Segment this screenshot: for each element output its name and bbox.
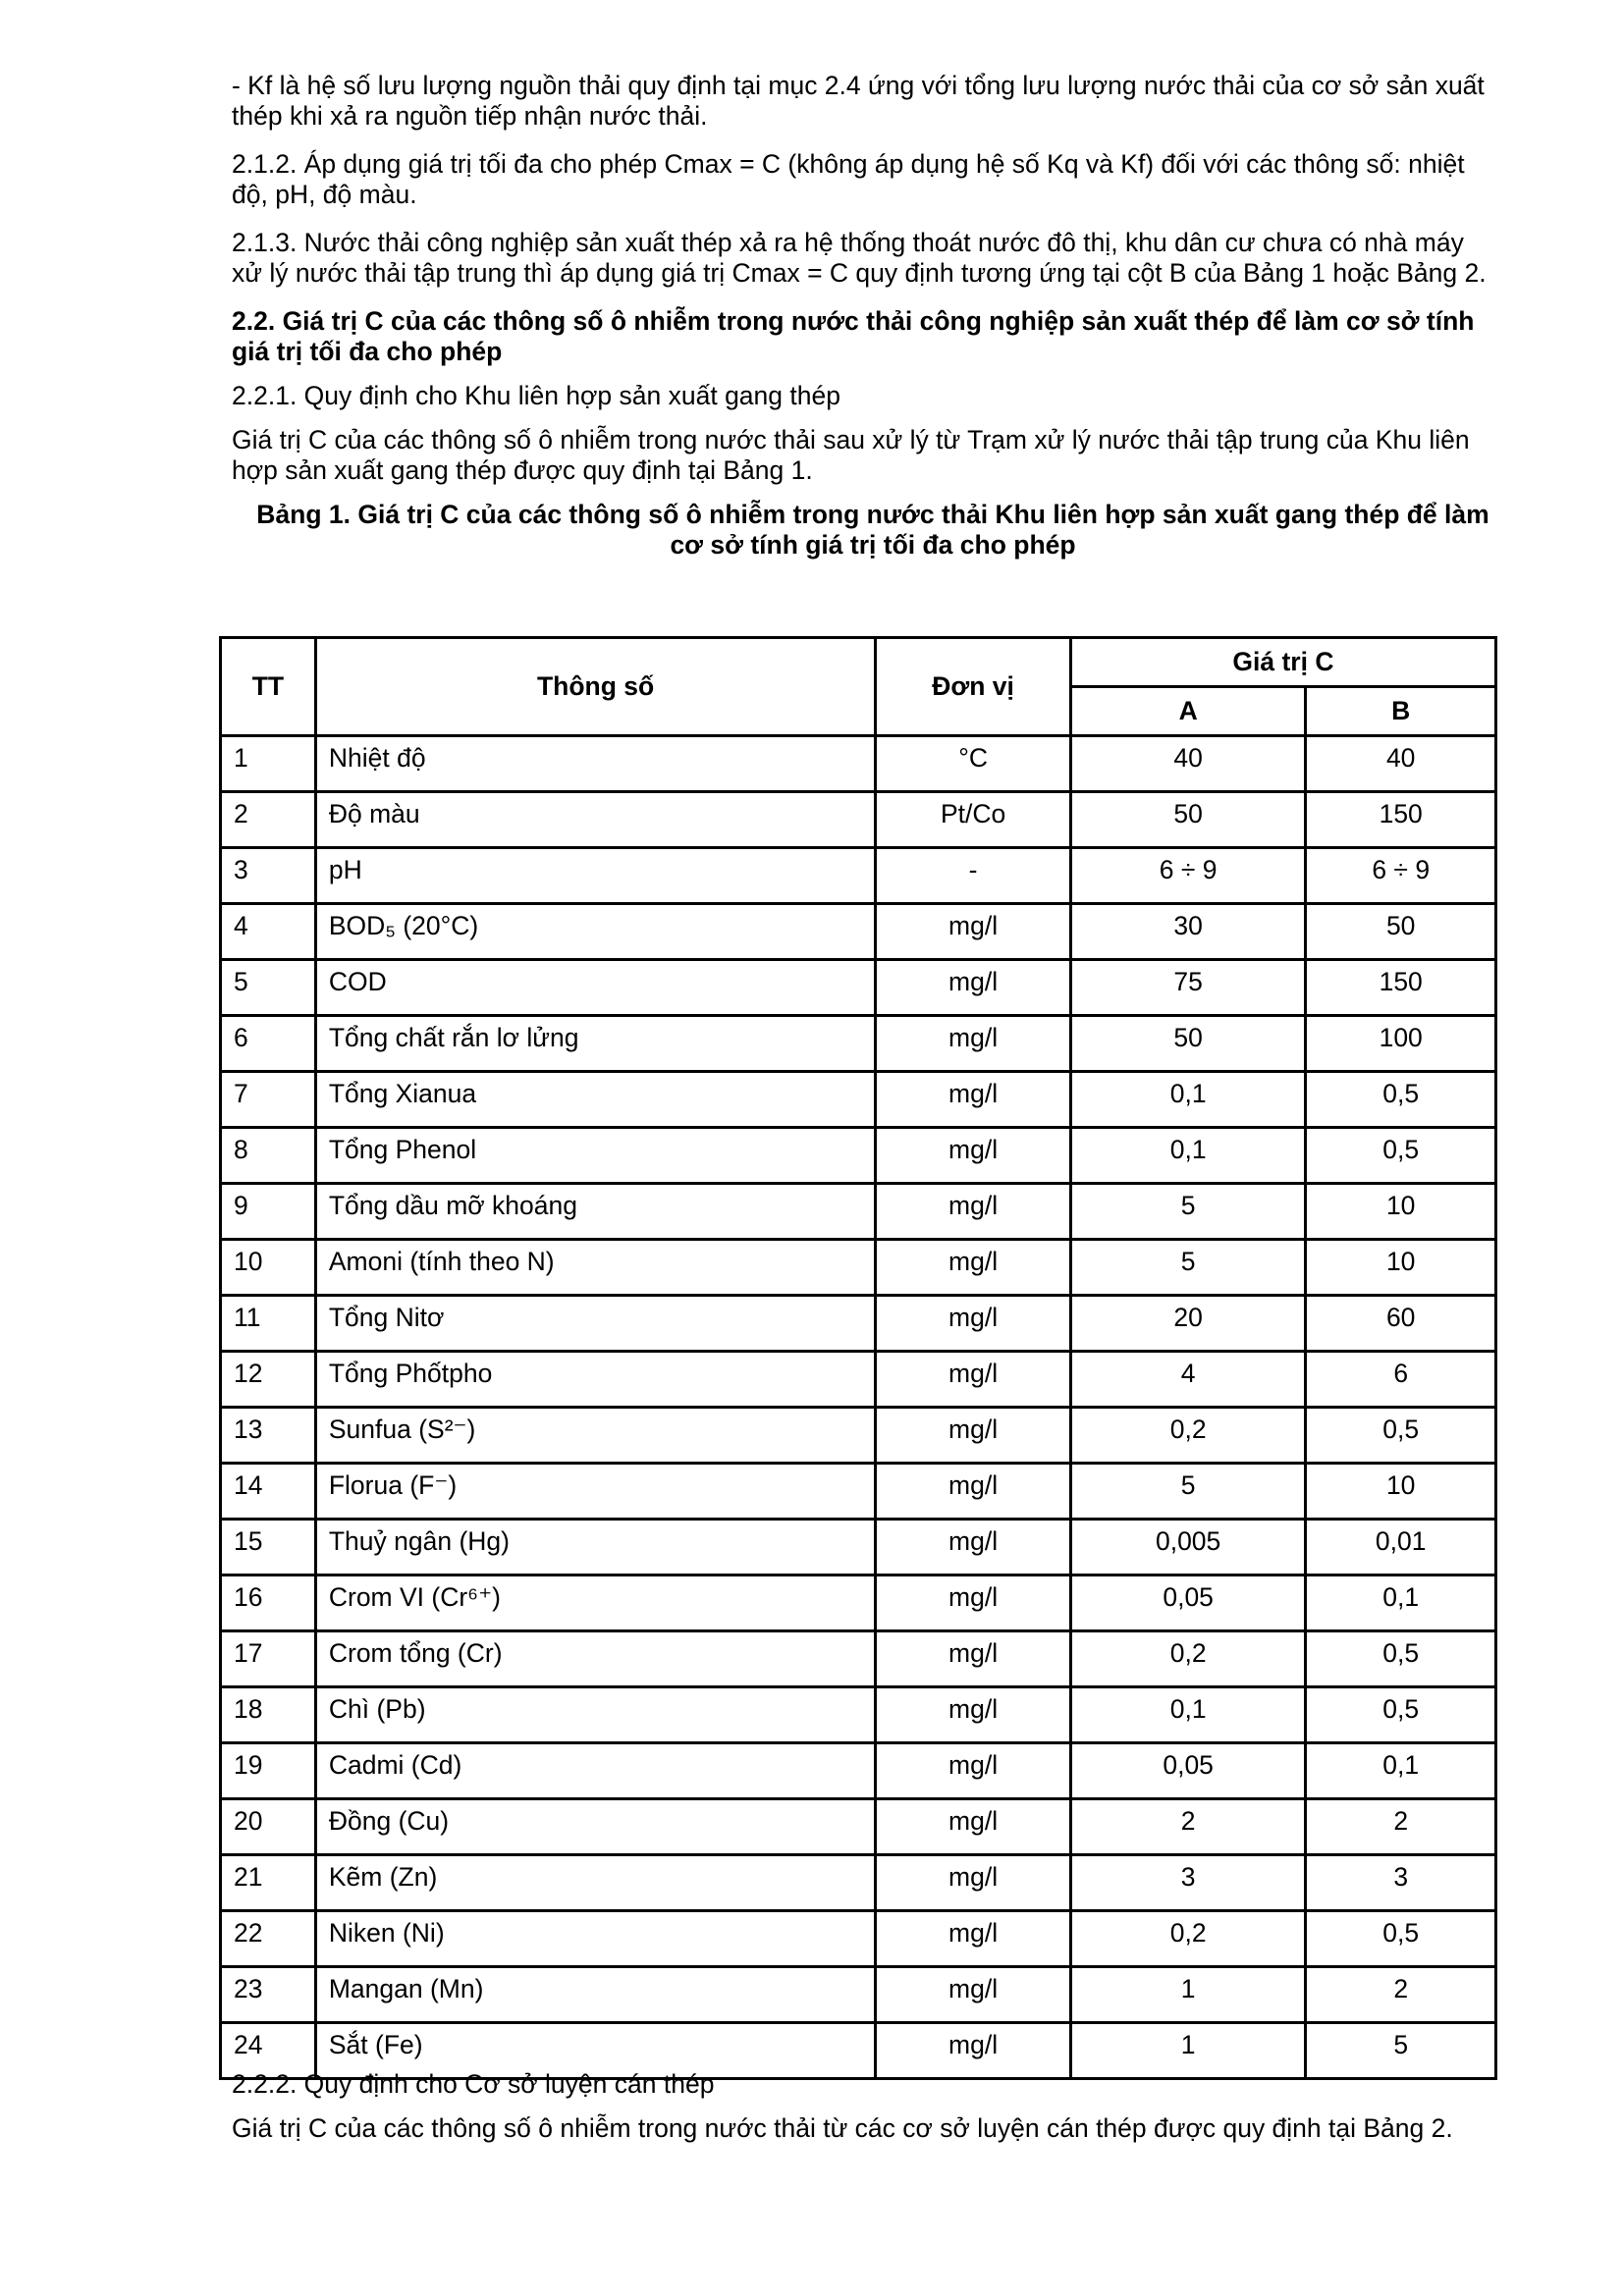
- cell-tt: 1: [221, 736, 316, 792]
- table-row: [221, 960, 1496, 1016]
- cell-value-b: 6 ÷ 9: [1306, 848, 1496, 904]
- cell-unit: mg/l: [876, 1016, 1071, 1072]
- cell-tt: 21: [221, 1855, 316, 1911]
- cell-value-a: 3: [1070, 1855, 1305, 1911]
- cell-param: Tổng Phốtpho: [315, 1352, 875, 1408]
- cell-tt: 17: [221, 1631, 316, 1687]
- cell-unit: mg/l: [876, 1240, 1071, 1296]
- cell-unit: mg/l: [876, 1072, 1071, 1128]
- cell-value-b: 40: [1306, 736, 1496, 792]
- cell-unit: mg/l: [876, 1520, 1071, 1575]
- cell-value-a: 0,1: [1070, 1128, 1305, 1184]
- cell-value-b: 2: [1306, 1799, 1496, 1855]
- cell-value-b: 150: [1306, 792, 1496, 848]
- table-row: [221, 1911, 1496, 1967]
- cell-tt: 6: [221, 1016, 316, 1072]
- cell-unit: -: [876, 848, 1071, 904]
- cell-param: Tổng Nitơ: [315, 1296, 875, 1352]
- cell-unit: mg/l: [876, 2023, 1071, 2079]
- cell-value-a: 0,05: [1070, 1575, 1305, 1631]
- cell-value-b: 10: [1306, 1240, 1496, 1296]
- header-col-b: B: [1306, 687, 1496, 736]
- cell-value-a: 50: [1070, 1016, 1305, 1072]
- cell-unit: mg/l: [876, 1575, 1071, 1631]
- cell-value-b: 0,1: [1306, 1743, 1496, 1799]
- cell-tt: 18: [221, 1687, 316, 1743]
- cell-unit: mg/l: [876, 1184, 1071, 1240]
- cell-value-b: 2: [1306, 1967, 1496, 2023]
- table-row: [221, 848, 1496, 904]
- cell-value-a: 75: [1070, 960, 1305, 1016]
- cell-value-b: 6: [1306, 1352, 1496, 1408]
- cell-value-a: 5: [1070, 1240, 1305, 1296]
- cell-unit: mg/l: [876, 1631, 1071, 1687]
- cell-param: Crom VI (Cr⁶⁺): [315, 1575, 875, 1631]
- cell-param: COD: [315, 960, 875, 1016]
- cell-tt: 22: [221, 1911, 316, 1967]
- table-1-title: Bảng 1. Giá trị C của các thông số ô nhiễm trong nước thải Khu liên hợp sản xuất gang thép để làm cơ sở tính giá trị tối đa cho phép: [256, 500, 1489, 560]
- cell-value-a: 1: [1070, 1967, 1305, 2023]
- cell-param: Tổng dầu mỡ khoáng: [315, 1184, 875, 1240]
- cell-param: Tổng chất rắn lơ lửng: [315, 1016, 875, 1072]
- cell-tt: 11: [221, 1296, 316, 1352]
- cell-unit: mg/l: [876, 1128, 1071, 1184]
- cell-param: Tổng Phenol: [315, 1128, 875, 1184]
- cell-tt: 5: [221, 960, 316, 1016]
- cell-value-b: 10: [1306, 1184, 1496, 1240]
- cell-value-a: 0,005: [1070, 1520, 1305, 1575]
- cell-tt: 8: [221, 1128, 316, 1184]
- table-row: [221, 736, 1496, 792]
- table-row: [221, 904, 1496, 960]
- cell-tt: 14: [221, 1464, 316, 1520]
- cell-value-b: 50: [1306, 904, 1496, 960]
- cell-param: Amoni (tính theo N): [315, 1240, 875, 1296]
- table-row: [221, 1464, 1496, 1520]
- cell-value-b: 0,5: [1306, 1072, 1496, 1128]
- cell-unit: mg/l: [876, 1352, 1071, 1408]
- table-row: [221, 1520, 1496, 1575]
- cell-tt: 24: [221, 2023, 316, 2079]
- cell-tt: 9: [221, 1184, 316, 1240]
- table-body: [221, 736, 1496, 2079]
- table-row: [221, 1352, 1496, 1408]
- cell-param: Nhiệt độ: [315, 736, 875, 792]
- cell-value-b: 5: [1306, 2023, 1496, 2079]
- cell-value-a: 0,1: [1070, 1072, 1305, 1128]
- cell-tt: 19: [221, 1743, 316, 1799]
- cell-value-a: 1: [1070, 2023, 1305, 2079]
- cell-unit: Pt/Co: [876, 792, 1071, 848]
- cell-unit: mg/l: [876, 1855, 1071, 1911]
- cell-value-b: 0,5: [1306, 1128, 1496, 1184]
- cell-unit: mg/l: [876, 1408, 1071, 1464]
- cell-param: Tổng Xianua: [315, 1072, 875, 1128]
- cell-value-a: 2: [1070, 1799, 1305, 1855]
- cell-unit: mg/l: [876, 1296, 1071, 1352]
- cell-param: Độ màu: [315, 792, 875, 848]
- cell-tt: 12: [221, 1352, 316, 1408]
- header-tt: TT: [221, 638, 316, 736]
- cell-param: Chì (Pb): [315, 1687, 875, 1743]
- table-row: [221, 792, 1496, 848]
- cell-tt: 16: [221, 1575, 316, 1631]
- cell-param: Niken (Ni): [315, 1911, 875, 1967]
- cell-param: Kẽm (Zn): [315, 1855, 875, 1911]
- header-col-a: A: [1070, 687, 1305, 736]
- paragraph-2-1-3: 2.1.3. Nước thải công nghiệp sản xuất thép xả ra hệ thống thoát nước đô thị, khu dân cư chưa có nhà máy xử lý nước thải tập trung thì áp dụng giá trị Cmax = C quy định tương ứng tại cột B của Bảng 1 hoặc Bảng 2.: [232, 228, 1487, 288]
- cell-param: Đồng (Cu): [315, 1799, 875, 1855]
- cell-unit: mg/l: [876, 960, 1071, 1016]
- after-table: [232, 2069, 1494, 2162]
- cell-param: Crom tổng (Cr): [315, 1631, 875, 1687]
- cell-value-b: 0,5: [1306, 1408, 1496, 1464]
- cell-value-b: 0,1: [1306, 1575, 1496, 1631]
- table-row: [221, 1687, 1496, 1743]
- table-row: [221, 1016, 1496, 1072]
- cell-param: pH: [315, 848, 875, 904]
- table-row: [221, 1855, 1496, 1911]
- table-row: [221, 1296, 1496, 1352]
- table-row: [221, 1743, 1496, 1799]
- cell-param: Florua (F⁻): [315, 1464, 875, 1520]
- cell-unit: mg/l: [876, 1464, 1071, 1520]
- header-unit: Đơn vị: [876, 638, 1071, 736]
- cell-value-b: 100: [1306, 1016, 1496, 1072]
- cell-value-a: 50: [1070, 792, 1305, 848]
- cell-param: Sunfua (S²⁻): [315, 1408, 875, 1464]
- cell-value-b: 0,5: [1306, 1911, 1496, 1967]
- intro-table-1: Giá trị C của các thông số ô nhiễm trong nước thải sau xử lý từ Trạm xử lý nước thải tập trung của Khu liên hợp sản xuất gang thép được quy định tại Bảng 1.: [232, 425, 1470, 485]
- cell-param: Sắt (Fe): [315, 2023, 875, 2079]
- cell-param: Thuỷ ngân (Hg): [315, 1520, 875, 1575]
- cell-value-b: 10: [1306, 1464, 1496, 1520]
- cell-unit: mg/l: [876, 1911, 1071, 1967]
- cell-unit: mg/l: [876, 904, 1071, 960]
- table-row: [221, 1408, 1496, 1464]
- sub-heading-2-2-2: 2.2.2. Quy định cho Cơ sở luyện cán thép: [232, 2069, 715, 2099]
- table-1: [219, 636, 1497, 2080]
- cell-tt: 2: [221, 792, 316, 848]
- table-row: [221, 1799, 1496, 1855]
- cell-value-b: 3: [1306, 1855, 1496, 1911]
- cell-value-a: 0,1: [1070, 1687, 1305, 1743]
- cell-value-a: 0,2: [1070, 1631, 1305, 1687]
- cell-value-a: 4: [1070, 1352, 1305, 1408]
- cell-param: Mangan (Mn): [315, 1967, 875, 2023]
- cell-unit: mg/l: [876, 1687, 1071, 1743]
- cell-value-a: 5: [1070, 1184, 1305, 1240]
- cell-value-b: 150: [1306, 960, 1496, 1016]
- cell-tt: 10: [221, 1240, 316, 1296]
- cell-value-a: 0,2: [1070, 1911, 1305, 1967]
- paragraph-kf: - Kf là hệ số lưu lượng nguồn thải quy định tại mục 2.4 ứng với tổng lưu lượng nước thải của cơ sở sản xuất thép khi xả ra nguồn tiếp nhận nước thải.: [232, 71, 1485, 131]
- cell-value-b: 0,5: [1306, 1687, 1496, 1743]
- cell-param: Cadmi (Cd): [315, 1743, 875, 1799]
- cell-tt: 7: [221, 1072, 316, 1128]
- cell-tt: 13: [221, 1408, 316, 1464]
- cell-value-b: 0,01: [1306, 1520, 1496, 1575]
- cell-tt: 15: [221, 1520, 316, 1575]
- cell-unit: mg/l: [876, 1743, 1071, 1799]
- cell-value-a: 6 ÷ 9: [1070, 848, 1305, 904]
- cell-value-a: 5: [1070, 1464, 1305, 1520]
- cell-param: BOD₅ (20°C): [315, 904, 875, 960]
- table-row: [221, 1184, 1496, 1240]
- header-param: Thông số: [315, 638, 875, 736]
- cell-value-a: 30: [1070, 904, 1305, 960]
- cell-value-b: 60: [1306, 1296, 1496, 1352]
- cell-value-b: 0,5: [1306, 1631, 1496, 1687]
- cell-tt: 20: [221, 1799, 316, 1855]
- section-heading-2-2: 2.2. Giá trị C của các thông số ô nhiễm trong nước thải công nghiệp sản xuất thép để làm cơ sở tính giá trị tối đa cho phép: [232, 306, 1475, 366]
- paragraph-2-1-2: 2.1.2. Áp dụng giá trị tối đa cho phép Cmax = C (không áp dụng hệ số Kq và Kf) đối với các thông số: nhiệt độ, pH, độ màu.: [232, 149, 1465, 209]
- header-value-c: Giá trị C: [1070, 638, 1495, 687]
- cell-tt: 4: [221, 904, 316, 960]
- cell-value-a: 40: [1070, 736, 1305, 792]
- table-row: [221, 1240, 1496, 1296]
- cell-value-a: 0,05: [1070, 1743, 1305, 1799]
- cell-unit: mg/l: [876, 1799, 1071, 1855]
- intro-table-2: Giá trị C của các thông số ô nhiễm trong nước thải từ các cơ sở luyện cán thép được quy định tại Bảng 2.: [232, 2113, 1453, 2143]
- table-row: [221, 1072, 1496, 1128]
- cell-value-a: 0,2: [1070, 1408, 1305, 1464]
- table-row: [221, 1967, 1496, 2023]
- table-row: [221, 1575, 1496, 1631]
- table-row: [221, 1128, 1496, 1184]
- sub-heading-2-2-1: 2.2.1. Quy định cho Khu liên hợp sản xuất gang thép: [232, 381, 840, 410]
- cell-value-a: 20: [1070, 1296, 1305, 1352]
- cell-tt: 3: [221, 848, 316, 904]
- cell-tt: 23: [221, 1967, 316, 2023]
- cell-unit: mg/l: [876, 1967, 1071, 2023]
- table-row: [221, 1631, 1496, 1687]
- document-body: [232, 71, 1494, 572]
- cell-unit: °C: [876, 736, 1071, 792]
